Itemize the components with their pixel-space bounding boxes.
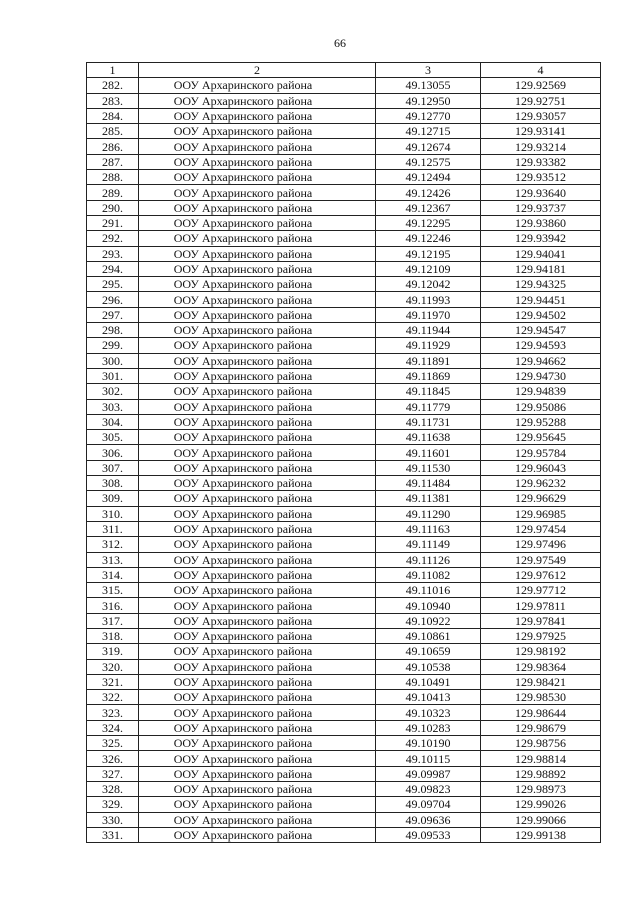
row-longitude-cell: 129.99026 <box>481 797 601 812</box>
row-number-cell: 323. <box>87 705 139 720</box>
row-longitude-cell: 129.94839 <box>481 384 601 399</box>
row-name-cell: ООУ Архаринского района <box>139 292 376 307</box>
row-longitude-cell: 129.97841 <box>481 613 601 628</box>
row-latitude-cell: 49.11731 <box>376 414 481 429</box>
row-name-cell: ООУ Архаринского района <box>139 414 376 429</box>
row-name-cell: ООУ Архаринского района <box>139 827 376 842</box>
row-name-cell: ООУ Архаринского района <box>139 368 376 383</box>
table-row <box>87 766 601 781</box>
row-number-cell: 286. <box>87 139 139 154</box>
table-row <box>87 307 601 322</box>
row-number-cell: 314. <box>87 567 139 582</box>
row-latitude-cell: 49.11891 <box>376 353 481 368</box>
table-row <box>87 567 601 582</box>
row-latitude-cell: 49.11779 <box>376 399 481 414</box>
row-name-cell: ООУ Архаринского района <box>139 598 376 613</box>
row-name-cell: ООУ Архаринского района <box>139 185 376 200</box>
row-latitude-cell: 49.11929 <box>376 338 481 353</box>
row-latitude-cell: 49.12575 <box>376 154 481 169</box>
row-name-cell: ООУ Архаринского района <box>139 781 376 796</box>
row-latitude-cell: 49.10922 <box>376 613 481 628</box>
row-name-cell: ООУ Архаринского района <box>139 399 376 414</box>
row-name-cell: ООУ Архаринского района <box>139 231 376 246</box>
row-latitude-cell: 49.12770 <box>376 108 481 123</box>
row-longitude-cell: 129.93382 <box>481 154 601 169</box>
row-name-cell: ООУ Архаринского района <box>139 93 376 108</box>
row-name-cell: ООУ Архаринского района <box>139 460 376 475</box>
row-longitude-cell: 129.98756 <box>481 736 601 751</box>
row-name-cell: ООУ Архаринского района <box>139 261 376 276</box>
row-longitude-cell: 129.94325 <box>481 277 601 292</box>
row-latitude-cell: 49.10538 <box>376 659 481 674</box>
row-longitude-cell: 129.97454 <box>481 521 601 536</box>
table-row <box>87 261 601 276</box>
row-latitude-cell: 49.09533 <box>376 827 481 842</box>
row-name-cell: ООУ Архаринского района <box>139 552 376 567</box>
table-row <box>87 170 601 185</box>
row-number-cell: 294. <box>87 261 139 276</box>
row-number-cell: 308. <box>87 476 139 491</box>
row-longitude-cell: 129.93860 <box>481 215 601 230</box>
table-row <box>87 200 601 215</box>
row-latitude-cell: 49.10491 <box>376 674 481 689</box>
row-latitude-cell: 49.12246 <box>376 231 481 246</box>
table-row <box>87 476 601 491</box>
row-number-cell: 290. <box>87 200 139 215</box>
table-row <box>87 338 601 353</box>
row-number-cell: 298. <box>87 323 139 338</box>
row-number-cell: 312. <box>87 537 139 552</box>
row-latitude-cell: 49.10861 <box>376 628 481 643</box>
row-number-cell: 309. <box>87 491 139 506</box>
row-longitude-cell: 129.95288 <box>481 414 601 429</box>
row-number-cell: 284. <box>87 108 139 123</box>
table-row <box>87 781 601 796</box>
table-row <box>87 628 601 643</box>
row-longitude-cell: 129.94041 <box>481 246 601 261</box>
table-row <box>87 460 601 475</box>
row-latitude-cell: 49.10940 <box>376 598 481 613</box>
row-number-cell: 307. <box>87 460 139 475</box>
table-row <box>87 215 601 230</box>
row-number-cell: 296. <box>87 292 139 307</box>
row-number-cell: 316. <box>87 598 139 613</box>
row-name-cell: ООУ Архаринского района <box>139 690 376 705</box>
row-longitude-cell: 129.97496 <box>481 537 601 552</box>
row-longitude-cell: 129.98679 <box>481 720 601 735</box>
row-number-cell: 283. <box>87 93 139 108</box>
row-number-cell: 320. <box>87 659 139 674</box>
row-number-cell: 327. <box>87 766 139 781</box>
row-name-cell: ООУ Архаринского района <box>139 797 376 812</box>
row-latitude-cell: 49.12494 <box>376 170 481 185</box>
row-name-cell: ООУ Архаринского района <box>139 491 376 506</box>
row-name-cell: ООУ Архаринского района <box>139 812 376 827</box>
row-latitude-cell: 49.12674 <box>376 139 481 154</box>
row-name-cell: ООУ Архаринского района <box>139 154 376 169</box>
row-longitude-cell: 129.98814 <box>481 751 601 766</box>
row-latitude-cell: 49.09987 <box>376 766 481 781</box>
row-latitude-cell: 49.11149 <box>376 537 481 552</box>
row-latitude-cell: 49.12295 <box>376 215 481 230</box>
table-row <box>87 246 601 261</box>
row-latitude-cell: 49.10283 <box>376 720 481 735</box>
table-row <box>87 537 601 552</box>
row-latitude-cell: 49.11530 <box>376 460 481 475</box>
table-row <box>87 292 601 307</box>
row-number-cell: 303. <box>87 399 139 414</box>
row-longitude-cell: 129.98364 <box>481 659 601 674</box>
row-latitude-cell: 49.11638 <box>376 430 481 445</box>
row-latitude-cell: 49.10323 <box>376 705 481 720</box>
row-name-cell: ООУ Архаринского района <box>139 200 376 215</box>
row-name-cell: ООУ Архаринского района <box>139 751 376 766</box>
column-header-name: 2 <box>139 63 376 78</box>
row-latitude-cell: 49.09823 <box>376 781 481 796</box>
row-number-cell: 285. <box>87 124 139 139</box>
table-row <box>87 231 601 246</box>
row-latitude-cell: 49.11845 <box>376 384 481 399</box>
row-latitude-cell: 49.09636 <box>376 812 481 827</box>
row-number-cell: 321. <box>87 674 139 689</box>
row-name-cell: ООУ Архаринского района <box>139 307 376 322</box>
row-longitude-cell: 129.93512 <box>481 170 601 185</box>
row-latitude-cell: 49.11016 <box>376 583 481 598</box>
row-longitude-cell: 129.96043 <box>481 460 601 475</box>
row-name-cell: ООУ Архаринского района <box>139 139 376 154</box>
row-longitude-cell: 129.94502 <box>481 307 601 322</box>
row-number-cell: 282. <box>87 78 139 93</box>
row-number-cell: 317. <box>87 613 139 628</box>
table-row <box>87 139 601 154</box>
row-longitude-cell: 129.95645 <box>481 430 601 445</box>
row-longitude-cell: 129.95086 <box>481 399 601 414</box>
row-name-cell: ООУ Архаринского района <box>139 215 376 230</box>
row-number-cell: 289. <box>87 185 139 200</box>
row-name-cell: ООУ Архаринского района <box>139 124 376 139</box>
row-number-cell: 293. <box>87 246 139 261</box>
table-row <box>87 521 601 536</box>
table-row <box>87 185 601 200</box>
row-name-cell: ООУ Архаринского района <box>139 246 376 261</box>
row-latitude-cell: 49.09704 <box>376 797 481 812</box>
row-name-cell: ООУ Архаринского района <box>139 384 376 399</box>
page-number: 66 <box>334 36 346 50</box>
row-name-cell: ООУ Архаринского района <box>139 521 376 536</box>
row-latitude-cell: 49.11163 <box>376 521 481 536</box>
table-row <box>87 368 601 383</box>
table-header-row <box>87 63 601 78</box>
row-longitude-cell: 129.97612 <box>481 567 601 582</box>
row-number-cell: 291. <box>87 215 139 230</box>
row-number-cell: 299. <box>87 338 139 353</box>
row-longitude-cell: 129.99138 <box>481 827 601 842</box>
row-longitude-cell: 129.96232 <box>481 476 601 491</box>
table-row <box>87 720 601 735</box>
row-name-cell: ООУ Архаринского района <box>139 170 376 185</box>
row-number-cell: 315. <box>87 583 139 598</box>
row-longitude-cell: 129.92751 <box>481 93 601 108</box>
table-row <box>87 430 601 445</box>
row-number-cell: 330. <box>87 812 139 827</box>
row-longitude-cell: 129.93057 <box>481 108 601 123</box>
row-number-cell: 287. <box>87 154 139 169</box>
row-longitude-cell: 129.94730 <box>481 368 601 383</box>
row-number-cell: 328. <box>87 781 139 796</box>
table-row <box>87 399 601 414</box>
row-longitude-cell: 129.94593 <box>481 338 601 353</box>
row-number-cell: 301. <box>87 368 139 383</box>
row-latitude-cell: 49.11970 <box>376 307 481 322</box>
row-number-cell: 318. <box>87 628 139 643</box>
table-row <box>87 154 601 169</box>
row-number-cell: 292. <box>87 231 139 246</box>
row-number-cell: 304. <box>87 414 139 429</box>
row-number-cell: 324. <box>87 720 139 735</box>
row-longitude-cell: 129.97712 <box>481 583 601 598</box>
table-row <box>87 797 601 812</box>
table-row <box>87 277 601 292</box>
row-longitude-cell: 129.97549 <box>481 552 601 567</box>
row-number-cell: 326. <box>87 751 139 766</box>
row-number-cell: 300. <box>87 353 139 368</box>
column-header-number: 1 <box>87 63 139 78</box>
row-number-cell: 306. <box>87 445 139 460</box>
row-name-cell: ООУ Архаринского района <box>139 506 376 521</box>
row-latitude-cell: 49.12715 <box>376 124 481 139</box>
row-name-cell: ООУ Архаринского района <box>139 445 376 460</box>
row-number-cell: 302. <box>87 384 139 399</box>
row-longitude-cell: 129.99066 <box>481 812 601 827</box>
row-latitude-cell: 49.11290 <box>376 506 481 521</box>
row-latitude-cell: 49.12195 <box>376 246 481 261</box>
row-latitude-cell: 49.10413 <box>376 690 481 705</box>
row-name-cell: ООУ Архаринского района <box>139 323 376 338</box>
row-longitude-cell: 129.94451 <box>481 292 601 307</box>
table-row <box>87 108 601 123</box>
row-latitude-cell: 49.11869 <box>376 368 481 383</box>
table-row <box>87 353 601 368</box>
row-name-cell: ООУ Архаринского района <box>139 705 376 720</box>
row-latitude-cell: 49.12109 <box>376 261 481 276</box>
row-latitude-cell: 49.11381 <box>376 491 481 506</box>
row-name-cell: ООУ Архаринского района <box>139 628 376 643</box>
table-row <box>87 552 601 567</box>
row-name-cell: ООУ Архаринского района <box>139 277 376 292</box>
row-number-cell: 310. <box>87 506 139 521</box>
row-number-cell: 305. <box>87 430 139 445</box>
row-name-cell: ООУ Архаринского района <box>139 583 376 598</box>
row-name-cell: ООУ Архаринского района <box>139 567 376 582</box>
row-longitude-cell: 129.93214 <box>481 139 601 154</box>
table-row <box>87 384 601 399</box>
row-latitude-cell: 49.12426 <box>376 185 481 200</box>
row-number-cell: 329. <box>87 797 139 812</box>
row-number-cell: 322. <box>87 690 139 705</box>
table-row <box>87 414 601 429</box>
row-longitude-cell: 129.98421 <box>481 674 601 689</box>
row-latitude-cell: 49.11126 <box>376 552 481 567</box>
row-latitude-cell: 49.13055 <box>376 78 481 93</box>
row-longitude-cell: 129.96629 <box>481 491 601 506</box>
table-row <box>87 659 601 674</box>
table-row <box>87 705 601 720</box>
row-longitude-cell: 129.97925 <box>481 628 601 643</box>
row-latitude-cell: 49.11944 <box>376 323 481 338</box>
row-name-cell: ООУ Архаринского района <box>139 108 376 123</box>
table-row <box>87 674 601 689</box>
row-longitude-cell: 129.93737 <box>481 200 601 215</box>
row-name-cell: ООУ Архаринского района <box>139 353 376 368</box>
row-name-cell: ООУ Архаринского района <box>139 644 376 659</box>
coordinates-table <box>86 62 601 843</box>
table-row <box>87 506 601 521</box>
row-longitude-cell: 129.94662 <box>481 353 601 368</box>
row-longitude-cell: 129.98192 <box>481 644 601 659</box>
row-number-cell: 288. <box>87 170 139 185</box>
row-longitude-cell: 129.98973 <box>481 781 601 796</box>
row-name-cell: ООУ Архаринского района <box>139 720 376 735</box>
row-name-cell: ООУ Архаринского района <box>139 78 376 93</box>
table-row <box>87 491 601 506</box>
column-header-longitude: 4 <box>481 63 601 78</box>
row-latitude-cell: 49.10115 <box>376 751 481 766</box>
row-name-cell: ООУ Архаринского района <box>139 613 376 628</box>
row-latitude-cell: 49.11484 <box>376 476 481 491</box>
row-number-cell: 297. <box>87 307 139 322</box>
row-number-cell: 325. <box>87 736 139 751</box>
row-longitude-cell: 129.98892 <box>481 766 601 781</box>
row-name-cell: ООУ Архаринского района <box>139 537 376 552</box>
column-header-latitude: 3 <box>376 63 481 78</box>
row-latitude-cell: 49.12042 <box>376 277 481 292</box>
row-longitude-cell: 129.93141 <box>481 124 601 139</box>
row-latitude-cell: 49.10659 <box>376 644 481 659</box>
row-longitude-cell: 129.93942 <box>481 231 601 246</box>
row-number-cell: 295. <box>87 277 139 292</box>
table-row <box>87 323 601 338</box>
row-number-cell: 313. <box>87 552 139 567</box>
table-row <box>87 445 601 460</box>
row-longitude-cell: 129.98644 <box>481 705 601 720</box>
row-name-cell: ООУ Архаринского района <box>139 430 376 445</box>
table-row <box>87 78 601 93</box>
row-latitude-cell: 49.12367 <box>376 200 481 215</box>
row-longitude-cell: 129.94547 <box>481 323 601 338</box>
table-row <box>87 583 601 598</box>
row-name-cell: ООУ Архаринского района <box>139 338 376 353</box>
row-latitude-cell: 49.11601 <box>376 445 481 460</box>
table-row <box>87 827 601 842</box>
table-row <box>87 812 601 827</box>
table-row <box>87 644 601 659</box>
table-row <box>87 93 601 108</box>
row-longitude-cell: 129.94181 <box>481 261 601 276</box>
row-latitude-cell: 49.10190 <box>376 736 481 751</box>
table-body <box>87 78 601 843</box>
table-row <box>87 598 601 613</box>
table-row <box>87 124 601 139</box>
row-longitude-cell: 129.97811 <box>481 598 601 613</box>
row-name-cell: ООУ Архаринского района <box>139 674 376 689</box>
row-name-cell: ООУ Архаринского района <box>139 476 376 491</box>
row-number-cell: 319. <box>87 644 139 659</box>
table-row <box>87 690 601 705</box>
row-latitude-cell: 49.12950 <box>376 93 481 108</box>
row-longitude-cell: 129.96985 <box>481 506 601 521</box>
row-latitude-cell: 49.11082 <box>376 567 481 582</box>
row-name-cell: ООУ Архаринского района <box>139 659 376 674</box>
row-name-cell: ООУ Архаринского района <box>139 736 376 751</box>
row-longitude-cell: 129.93640 <box>481 185 601 200</box>
table-row <box>87 751 601 766</box>
row-longitude-cell: 129.98530 <box>481 690 601 705</box>
table-row <box>87 736 601 751</box>
table-row <box>87 613 601 628</box>
row-latitude-cell: 49.11993 <box>376 292 481 307</box>
row-longitude-cell: 129.92569 <box>481 78 601 93</box>
row-longitude-cell: 129.95784 <box>481 445 601 460</box>
row-number-cell: 311. <box>87 521 139 536</box>
row-number-cell: 331. <box>87 827 139 842</box>
row-name-cell: ООУ Архаринского района <box>139 766 376 781</box>
